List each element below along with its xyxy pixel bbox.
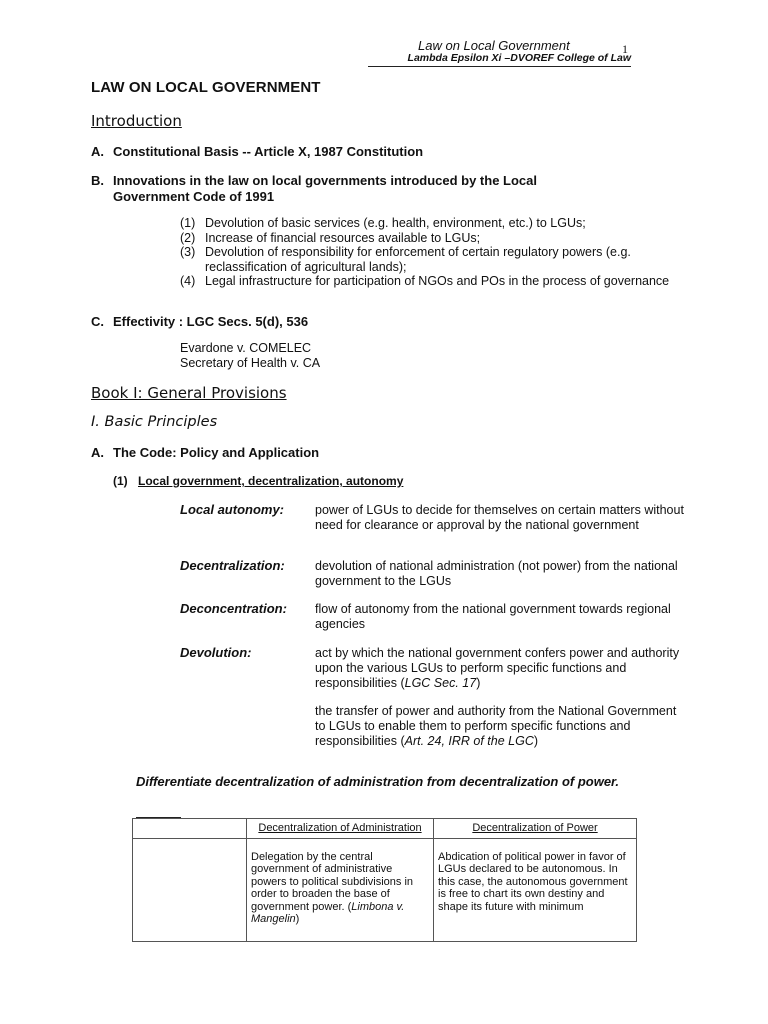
definition-text-end: ) <box>533 734 539 748</box>
subheading-local-government <box>113 474 403 488</box>
list-number: (1) <box>180 216 196 230</box>
list-number: (4) <box>180 274 196 288</box>
definition-text: act by which the national government confers power and authority upon the various LGUs to perform specific functions and responsibilities ( <box>315 646 680 690</box>
list-item <box>180 245 680 274</box>
citation: LGC Sec. 17 <box>404 676 477 690</box>
heading-b-innovations <box>91 173 537 205</box>
heading-a-the-code <box>91 445 319 460</box>
table-cell-administration <box>247 838 434 941</box>
header-subtitle: Lambda Epsilon Xi –DVOREF College of Law <box>368 52 631 67</box>
definition-text-end: ) <box>476 676 481 690</box>
page-number: 1 <box>622 42 628 56</box>
heading-label: A. <box>91 144 104 159</box>
heading-text: Constitutional Basis -- Article X, 1987 Constitution <box>113 144 424 159</box>
heading-a-constitutional-basis <box>91 144 423 159</box>
list-item <box>180 216 680 231</box>
subheading-number: (1) <box>113 474 128 488</box>
table-header-administration: Decentralization of Administration <box>247 819 434 839</box>
list-text: Devolution of responsibility for enforcement of certain regulatory powers (e.g. reclassification of agricultural lands); <box>205 245 631 274</box>
subheading-text: Local government, decentralization, autonomy <box>138 474 404 488</box>
definition-devolution-1 <box>315 646 690 691</box>
innovations-list <box>180 216 680 289</box>
list-text: Increase of financial resources available to LGUs; <box>205 230 481 245</box>
case-citation: Secretary of Health v. CA <box>180 356 321 370</box>
definition-text: the transfer of power and authority from the National Government to LGUs to enable them to perform specific functions and responsibilities ( <box>315 704 677 748</box>
heading-c-effectivity <box>91 314 308 329</box>
cell-text-end: ) <box>295 913 300 925</box>
header-title: Law on Local Government <box>418 38 570 53</box>
table-row <box>133 838 637 941</box>
citation: Limbona v. Mangelin <box>251 900 405 925</box>
heading-label: B. <box>91 173 104 188</box>
definition-decentralization: devolution of national administration (not power) from the national government to the LGUs <box>315 559 678 588</box>
list-number: (3) <box>180 245 196 259</box>
citation: Art. 24, IRR of the LGC <box>404 734 534 748</box>
heading-text: The Code: Policy and Application <box>113 445 320 460</box>
table-header-row <box>133 819 637 839</box>
table-header-blank <box>133 819 247 839</box>
definition-deconcentration: flow of autonomy from the national government towards regional agencies <box>315 602 671 631</box>
comparison-table <box>132 818 637 942</box>
case-list <box>180 341 320 371</box>
heading-text-line2: Government Code of 1991 <box>113 189 275 204</box>
list-text: Legal infrastructure for participation of NGOs and POs in the process of governance <box>205 274 670 288</box>
table-header-power: Decentralization of Power <box>434 819 637 839</box>
table-cell-blank <box>133 838 247 941</box>
term-local-autonomy: Local autonomy: <box>180 502 285 517</box>
term-decentralization: Decentralization: <box>180 558 285 573</box>
question: Differentiate decentralization of administration from decentralization of power. <box>136 774 619 789</box>
part-heading: I. Basic Principles <box>91 414 218 430</box>
list-number: (2) <box>180 230 196 245</box>
case-citation: Evardone v. COMELEC <box>180 341 312 355</box>
list-item <box>180 231 680 246</box>
heading-text: Effectivity : LGC Secs. 5(d), 536 <box>113 314 309 329</box>
term-deconcentration: Deconcentration: <box>180 601 287 616</box>
heading-label: A. <box>91 445 104 460</box>
document-title: LAW ON LOCAL GOVERNMENT <box>91 79 321 96</box>
cell-text: Delegation by the central government of administrative powers to political subdivisions in order to broaden the base of government power. ( <box>251 850 414 913</box>
list-text: Devolution of basic services (e.g. health, environment, etc.) to LGUs; <box>205 216 586 230</box>
introduction-heading: Introduction <box>91 112 182 130</box>
heading-label: C. <box>91 314 104 329</box>
definition-devolution-2 <box>315 704 690 749</box>
list-item <box>180 274 680 289</box>
table-cell-power: Abdication of political power in favor of LGUs declared to be autonomous. In this case, the autonomous government is free to chart its own destiny and shape its future with minimum <box>434 838 637 941</box>
definition-local-autonomy: power of LGUs to decide for themselves on certain matters without need for clearance or approval by the national government <box>315 503 684 532</box>
heading-text-line1: Innovations in the law on local governments introduced by the Local <box>113 173 537 188</box>
book-heading: Book I: General Provisions <box>91 384 287 402</box>
term-devolution: Devolution: <box>180 645 252 660</box>
